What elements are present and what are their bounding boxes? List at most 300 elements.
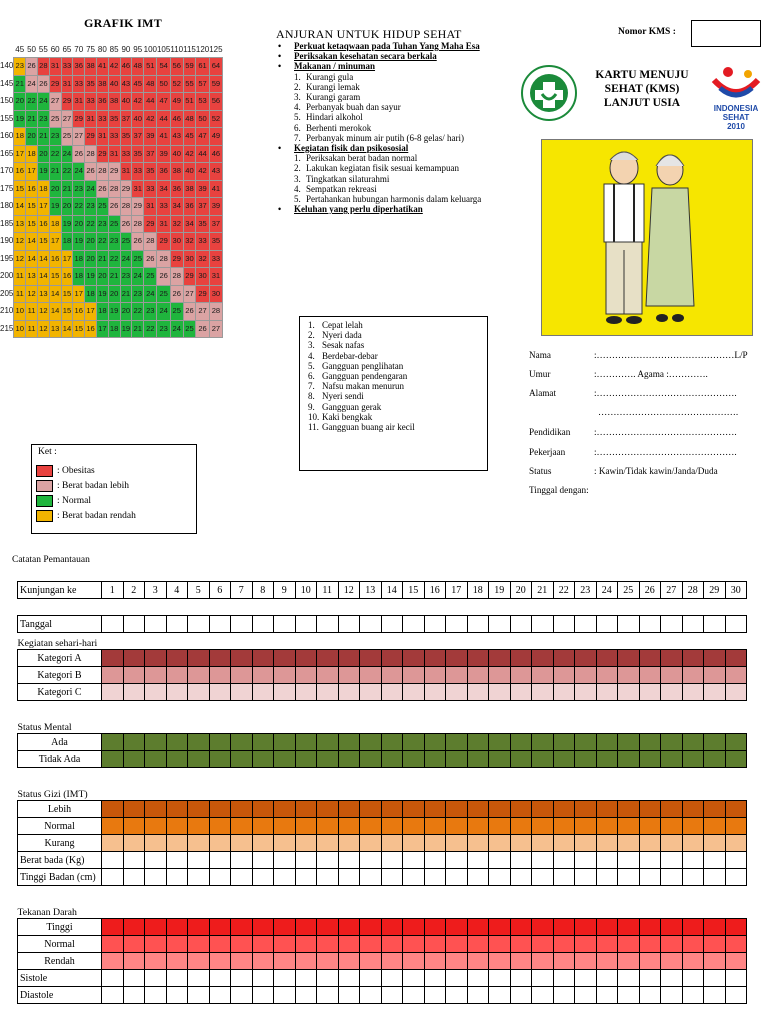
visit-cell[interactable] [317,684,339,701]
visit-cell[interactable] [725,818,747,835]
visit-cell[interactable] [639,751,661,768]
visit-cell[interactable] [123,953,145,970]
visit-cell[interactable] [467,818,489,835]
visit-cell[interactable] [618,953,640,970]
visit-cell[interactable] [231,801,253,818]
visit-cell[interactable] [274,987,296,1004]
visit-cell[interactable] [381,936,403,953]
visit-cell[interactable] [489,919,511,936]
visit-cell[interactable] [639,667,661,684]
visit-cell[interactable] [575,953,597,970]
visit-cell[interactable] [188,936,210,953]
visit-cell[interactable] [510,869,532,886]
visit-cell[interactable] [209,869,231,886]
visit-cell[interactable] [338,869,360,886]
visit-cell[interactable] [317,801,339,818]
visit-cell[interactable] [360,869,382,886]
visit-cell[interactable] [682,650,704,667]
visit-cell[interactable] [682,869,704,886]
visit-cell[interactable] [102,734,124,751]
visit-cell[interactable] [489,751,511,768]
visit-cell[interactable] [231,919,253,936]
visit-cell[interactable] [295,852,317,869]
visit-cell[interactable] [682,684,704,701]
visit-cell[interactable] [467,869,489,886]
visit-cell[interactable] [252,650,274,667]
visit-cell[interactable] [381,751,403,768]
visit-cell[interactable] [596,835,618,852]
visit-cell[interactable] [575,852,597,869]
visit-cell[interactable] [209,835,231,852]
visit-cell[interactable] [209,751,231,768]
visit-cell[interactable] [317,734,339,751]
visit-cell[interactable] [575,667,597,684]
visit-cell[interactable] [123,835,145,852]
visit-cell[interactable] [661,818,683,835]
visit-cell[interactable] [424,616,446,633]
visit-cell[interactable] [553,852,575,869]
visit-cell[interactable] [252,987,274,1004]
visit-cell[interactable] [403,970,425,987]
visit-cell[interactable] [403,684,425,701]
visit-cell[interactable] [252,751,274,768]
visit-cell[interactable] [252,801,274,818]
visit-cell[interactable] [145,818,167,835]
visit-cell[interactable] [661,751,683,768]
visit-cell[interactable] [295,616,317,633]
visit-cell[interactable] [295,650,317,667]
visit-cell[interactable] [446,667,468,684]
visit-cell[interactable] [123,970,145,987]
visit-cell[interactable] [295,684,317,701]
visit-cell[interactable] [338,616,360,633]
visit-cell[interactable] [489,616,511,633]
visit-cell[interactable] [639,650,661,667]
visit-cell[interactable] [338,684,360,701]
visit-cell[interactable] [381,734,403,751]
visit-cell[interactable] [102,987,124,1004]
status-field[interactable]: : Kawin/Tidak kawin/Janda/Duda [594,466,718,476]
visit-cell[interactable] [639,852,661,869]
visit-cell[interactable] [704,616,726,633]
visit-cell[interactable] [704,801,726,818]
visit-cell[interactable] [381,869,403,886]
visit-cell[interactable] [274,667,296,684]
visit-cell[interactable] [209,801,231,818]
visit-cell[interactable] [381,667,403,684]
pekerjaan-field[interactable]: :………………………………………. [594,447,737,457]
visit-cell[interactable] [446,650,468,667]
visit-cell[interactable] [166,987,188,1004]
visit-cell[interactable] [295,970,317,987]
visit-cell[interactable] [338,987,360,1004]
visit-cell[interactable] [317,987,339,1004]
visit-cell[interactable] [403,734,425,751]
visit-cell[interactable] [467,684,489,701]
visit-cell[interactable] [704,751,726,768]
visit-cell[interactable] [575,919,597,936]
visit-cell[interactable] [639,801,661,818]
visit-cell[interactable] [489,835,511,852]
visit-cell[interactable] [381,801,403,818]
visit-cell[interactable] [639,970,661,987]
visit-cell[interactable] [489,953,511,970]
visit-cell[interactable] [618,869,640,886]
visit-cell[interactable] [209,970,231,987]
visit-cell[interactable] [123,650,145,667]
visit-cell[interactable] [661,616,683,633]
visit-cell[interactable] [231,751,253,768]
visit-cell[interactable] [446,970,468,987]
visit-cell[interactable] [704,852,726,869]
visit-cell[interactable] [274,801,296,818]
visit-cell[interactable] [446,734,468,751]
visit-cell[interactable] [553,936,575,953]
visit-cell[interactable] [467,734,489,751]
visit-cell[interactable] [274,818,296,835]
visit-cell[interactable] [274,650,296,667]
visit-cell[interactable] [532,818,554,835]
visit-cell[interactable] [252,684,274,701]
visit-cell[interactable] [209,616,231,633]
visit-cell[interactable] [725,970,747,987]
visit-cell[interactable] [661,801,683,818]
visit-cell[interactable] [532,970,554,987]
visit-cell[interactable] [360,650,382,667]
visit-cell[interactable] [381,919,403,936]
visit-cell[interactable] [489,852,511,869]
visit-cell[interactable] [596,684,618,701]
visit-cell[interactable] [424,734,446,751]
visit-cell[interactable] [188,751,210,768]
visit-cell[interactable] [166,818,188,835]
visit-cell[interactable] [403,852,425,869]
visit-cell[interactable] [682,987,704,1004]
visit-cell[interactable] [725,987,747,1004]
visit-cell[interactable] [661,869,683,886]
visit-cell[interactable] [639,835,661,852]
visit-cell[interactable] [575,751,597,768]
visit-cell[interactable] [145,953,167,970]
visit-cell[interactable] [360,667,382,684]
visit-cell[interactable] [467,953,489,970]
visit-cell[interactable] [403,801,425,818]
visit-cell[interactable] [317,970,339,987]
visit-cell[interactable] [102,818,124,835]
visit-cell[interactable] [381,684,403,701]
visit-cell[interactable] [725,667,747,684]
visit-cell[interactable] [704,936,726,953]
visit-cell[interactable] [403,987,425,1004]
visit-cell[interactable] [360,801,382,818]
visit-cell[interactable] [209,953,231,970]
visit-cell[interactable] [295,818,317,835]
visit-cell[interactable] [317,869,339,886]
visit-cell[interactable] [145,650,167,667]
visit-cell[interactable] [532,835,554,852]
visit-cell[interactable] [403,818,425,835]
visit-cell[interactable] [209,650,231,667]
visit-cell[interactable] [102,919,124,936]
visit-cell[interactable] [403,751,425,768]
visit-cell[interactable] [274,936,296,953]
visit-cell[interactable] [618,818,640,835]
visit-cell[interactable] [682,818,704,835]
visit-cell[interactable] [360,987,382,1004]
visit-cell[interactable] [704,970,726,987]
visit-cell[interactable] [639,936,661,953]
visit-cell[interactable] [145,970,167,987]
visit-cell[interactable] [553,919,575,936]
visit-cell[interactable] [596,936,618,953]
visit-cell[interactable] [596,801,618,818]
visit-cell[interactable] [123,852,145,869]
visit-cell[interactable] [231,667,253,684]
visit-cell[interactable] [403,667,425,684]
visit-cell[interactable] [704,919,726,936]
visit-cell[interactable] [123,869,145,886]
visit-cell[interactable] [725,734,747,751]
visit-cell[interactable] [231,869,253,886]
visit-cell[interactable] [252,970,274,987]
visit-cell[interactable] [446,953,468,970]
visit-cell[interactable] [618,919,640,936]
visit-cell[interactable] [446,801,468,818]
visit-cell[interactable] [639,818,661,835]
visit-cell[interactable] [467,936,489,953]
visit-cell[interactable] [596,869,618,886]
visit-cell[interactable] [381,835,403,852]
visit-cell[interactable] [317,616,339,633]
visit-cell[interactable] [510,953,532,970]
visit-cell[interactable] [123,801,145,818]
visit-cell[interactable] [381,616,403,633]
visit-cell[interactable] [661,936,683,953]
visit-cell[interactable] [188,734,210,751]
visit-cell[interactable] [231,953,253,970]
visit-cell[interactable] [338,835,360,852]
visit-cell[interactable] [424,919,446,936]
visit-cell[interactable] [166,835,188,852]
visit-cell[interactable] [381,987,403,1004]
visit-cell[interactable] [145,835,167,852]
visit-cell[interactable] [424,869,446,886]
visit-cell[interactable] [231,835,253,852]
visit-cell[interactable] [510,801,532,818]
visit-cell[interactable] [618,684,640,701]
visit-cell[interactable] [252,936,274,953]
visit-cell[interactable] [467,919,489,936]
visit-cell[interactable] [123,616,145,633]
visit-cell[interactable] [553,953,575,970]
visit-cell[interactable] [510,667,532,684]
visit-cell[interactable] [596,667,618,684]
visit-cell[interactable] [489,650,511,667]
visit-cell[interactable] [360,616,382,633]
visit-cell[interactable] [252,667,274,684]
visit-cell[interactable] [446,919,468,936]
visit-cell[interactable] [553,818,575,835]
visit-cell[interactable] [575,734,597,751]
visit-cell[interactable] [661,835,683,852]
visit-cell[interactable] [682,953,704,970]
visit-cell[interactable] [166,852,188,869]
visit-cell[interactable] [639,869,661,886]
visit-cell[interactable] [618,667,640,684]
visit-cell[interactable] [295,734,317,751]
visit-cell[interactable] [295,751,317,768]
visit-cell[interactable] [661,650,683,667]
visit-cell[interactable] [725,869,747,886]
visit-cell[interactable] [166,616,188,633]
visit-cell[interactable] [102,650,124,667]
visit-cell[interactable] [381,970,403,987]
visit-cell[interactable] [424,970,446,987]
visit-cell[interactable] [102,616,124,633]
visit-cell[interactable] [446,751,468,768]
visit-cell[interactable] [274,852,296,869]
visit-cell[interactable] [209,818,231,835]
visit-cell[interactable] [424,936,446,953]
visit-cell[interactable] [274,919,296,936]
visit-cell[interactable] [338,751,360,768]
visit-cell[interactable] [403,953,425,970]
visit-cell[interactable] [704,987,726,1004]
visit-cell[interactable] [166,970,188,987]
visit-cell[interactable] [145,616,167,633]
visit-cell[interactable] [381,650,403,667]
visit-cell[interactable] [381,953,403,970]
visit-cell[interactable] [467,970,489,987]
visit-cell[interactable] [317,650,339,667]
visit-cell[interactable] [725,852,747,869]
visit-cell[interactable] [102,835,124,852]
visit-cell[interactable] [510,852,532,869]
visit-cell[interactable] [338,936,360,953]
visit-cell[interactable] [338,650,360,667]
visit-cell[interactable] [596,970,618,987]
visit-cell[interactable] [166,919,188,936]
visit-cell[interactable] [209,919,231,936]
visit-cell[interactable] [510,987,532,1004]
visit-cell[interactable] [510,616,532,633]
visit-cell[interactable] [532,936,554,953]
visit-cell[interactable] [317,936,339,953]
visit-cell[interactable] [317,919,339,936]
visit-cell[interactable] [274,970,296,987]
visit-cell[interactable] [123,818,145,835]
visit-cell[interactable] [188,667,210,684]
visit-cell[interactable] [639,684,661,701]
visit-cell[interactable] [123,919,145,936]
visit-cell[interactable] [596,852,618,869]
visit-cell[interactable] [252,919,274,936]
visit-cell[interactable] [725,801,747,818]
visit-cell[interactable] [102,970,124,987]
visit-cell[interactable] [403,869,425,886]
visit-cell[interactable] [510,919,532,936]
visit-cell[interactable] [145,801,167,818]
visit-cell[interactable] [274,734,296,751]
visit-cell[interactable] [123,667,145,684]
visit-cell[interactable] [725,953,747,970]
visit-cell[interactable] [575,936,597,953]
visit-cell[interactable] [209,936,231,953]
visit-cell[interactable] [209,684,231,701]
visit-cell[interactable] [123,987,145,1004]
visit-cell[interactable] [188,987,210,1004]
visit-cell[interactable] [446,936,468,953]
visit-cell[interactable] [252,852,274,869]
visit-cell[interactable] [661,919,683,936]
visit-cell[interactable] [209,734,231,751]
visit-cell[interactable] [123,936,145,953]
visit-cell[interactable] [704,667,726,684]
visit-cell[interactable] [446,835,468,852]
visit-cell[interactable] [704,818,726,835]
visit-cell[interactable] [403,835,425,852]
visit-cell[interactable] [467,616,489,633]
visit-cell[interactable] [446,852,468,869]
visit-cell[interactable] [553,684,575,701]
visit-cell[interactable] [639,616,661,633]
visit-cell[interactable] [338,852,360,869]
visit-cell[interactable] [166,684,188,701]
visit-cell[interactable] [252,818,274,835]
visit-cell[interactable] [489,684,511,701]
visit-cell[interactable] [553,987,575,1004]
visit-cell[interactable] [532,919,554,936]
visit-cell[interactable] [618,751,640,768]
visit-cell[interactable] [166,734,188,751]
visit-cell[interactable] [661,734,683,751]
visit-cell[interactable] [489,667,511,684]
visit-cell[interactable] [231,616,253,633]
alamat-field-2[interactable]: ………………………………………. [598,407,739,417]
visit-cell[interactable] [725,650,747,667]
visit-cell[interactable] [682,919,704,936]
visit-cell[interactable] [360,936,382,953]
visit-cell[interactable] [188,650,210,667]
visit-cell[interactable] [145,852,167,869]
visit-cell[interactable] [618,734,640,751]
visit-cell[interactable] [596,650,618,667]
visit-cell[interactable] [510,970,532,987]
visit-cell[interactable] [682,667,704,684]
visit-cell[interactable] [360,919,382,936]
visit-cell[interactable] [102,936,124,953]
visit-cell[interactable] [575,616,597,633]
visit-cell[interactable] [424,818,446,835]
visit-cell[interactable] [618,616,640,633]
visit-cell[interactable] [489,869,511,886]
visit-cell[interactable] [338,919,360,936]
visit-cell[interactable] [360,970,382,987]
visit-cell[interactable] [166,801,188,818]
visit-cell[interactable] [553,751,575,768]
visit-cell[interactable] [446,987,468,1004]
visit-cell[interactable] [682,970,704,987]
visit-cell[interactable] [338,970,360,987]
visit-cell[interactable] [252,953,274,970]
visit-cell[interactable] [661,970,683,987]
visit-cell[interactable] [360,734,382,751]
visit-cell[interactable] [618,936,640,953]
visit-cell[interactable] [102,801,124,818]
visit-cell[interactable] [596,734,618,751]
visit-cell[interactable] [360,953,382,970]
visit-cell[interactable] [145,869,167,886]
